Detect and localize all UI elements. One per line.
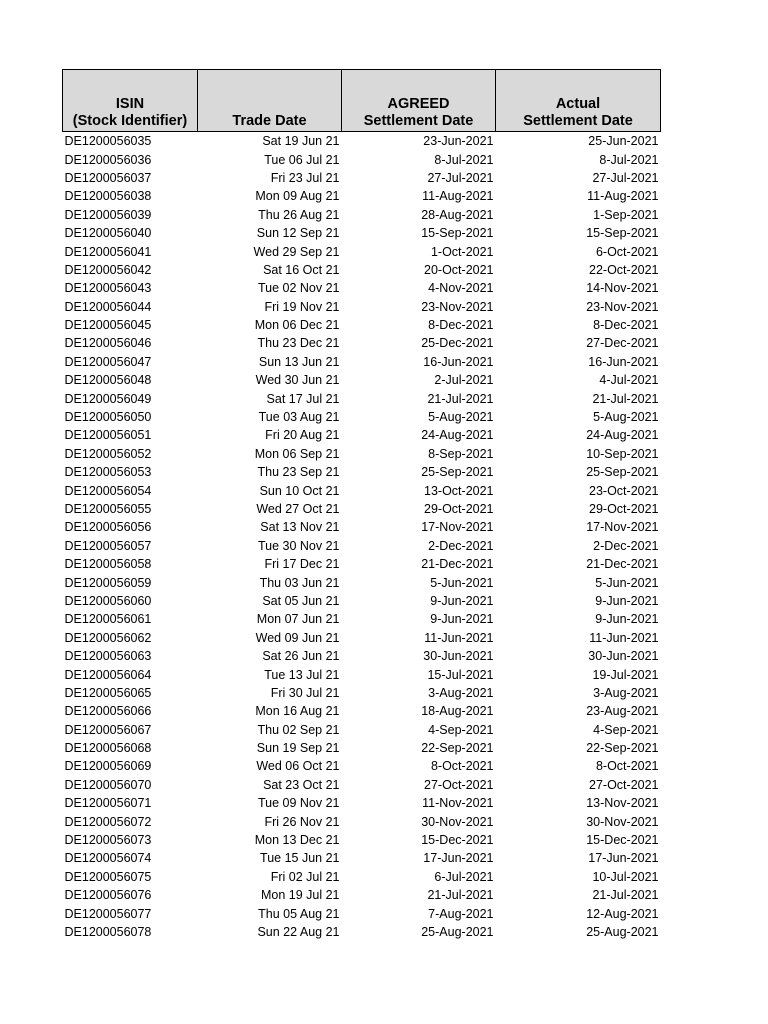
agreed-settlement-date-cell[interactable]: 8-Oct-2021 — [430, 759, 494, 774]
table-row — [63, 849, 661, 867]
settlement-table — [62, 69, 661, 941]
actual-settlement-date-cell[interactable]: 6-Oct-2021 — [595, 244, 659, 259]
agreed-settlement-date-cell[interactable]: 11-Nov-2021 — [422, 796, 494, 811]
agreed-settlement-date-cell[interactable]: 25-Aug-2021 — [421, 924, 494, 939]
actual-settlement-date-cell[interactable]: 10-Jul-2021 — [592, 869, 659, 884]
actual-settlement-date-cell[interactable]: 8-Oct-2021 — [595, 759, 659, 774]
agreed-settlement-date-cell[interactable]: 4-Nov-2021 — [428, 281, 494, 296]
trade-date-cell[interactable]: Mon 06 Sep 21 — [254, 446, 340, 461]
table-row — [63, 500, 661, 518]
actual-settlement-date-cell[interactable]: 10-Sep-2021 — [586, 446, 659, 461]
actual-settlement-date-cell[interactable]: 25-Sep-2021 — [586, 465, 659, 480]
actual-settlement-date-cell[interactable]: 16-Jun-2021 — [588, 354, 659, 369]
agreed-settlement-date-cell[interactable]: 27-Jul-2021 — [427, 170, 494, 185]
trade-date-cell[interactable]: Wed 09 Jun 21 — [255, 630, 340, 645]
settlement-sheet — [62, 69, 661, 941]
trade-date-cell[interactable]: Sun 22 Aug 21 — [257, 924, 340, 939]
actual-settlement-date-cell[interactable]: 21-Dec-2021 — [586, 557, 659, 572]
agreed-settlement-date-cell[interactable]: 15-Jul-2021 — [427, 667, 494, 682]
trade-date-cell[interactable]: Fri 30 Jul 21 — [270, 685, 340, 700]
agreed-settlement-date-cell[interactable]: 16-Jun-2021 — [423, 354, 494, 369]
actual-settlement-date-cell[interactable]: 29-Oct-2021 — [589, 502, 659, 516]
agreed-settlement-date-cell[interactable]: 30-Nov-2021 — [421, 814, 494, 829]
table-body — [63, 132, 661, 942]
actual-settlement-date-cell[interactable]: 2-Dec-2021 — [593, 538, 659, 553]
trade-date-cell[interactable]: Wed 29 Sep 21 — [253, 244, 340, 259]
isin-cell[interactable]: DE1200056075 — [64, 869, 152, 884]
agreed-settlement-date-cell[interactable]: 30-Jun-2021 — [423, 649, 494, 664]
trade-date-cell[interactable]: Fri 26 Nov 21 — [264, 814, 340, 829]
trade-date-cell[interactable]: Sun 12 Sep 21 — [256, 226, 340, 241]
agreed-settlement-date-cell[interactable]: 17-Jun-2021 — [423, 851, 494, 866]
agreed-settlement-date-cell[interactable]: 9-Jun-2021 — [430, 593, 494, 608]
isin-cell[interactable]: DE1200056052 — [64, 446, 152, 461]
actual-settlement-date-cell[interactable]: 4-Jul-2021 — [599, 373, 659, 388]
table-row — [63, 592, 661, 610]
table-row — [63, 334, 661, 352]
table-row — [63, 132, 661, 151]
isin-cell[interactable]: DE1200056053 — [64, 465, 152, 480]
trade-date-cell[interactable]: Thu 26 Aug 21 — [258, 207, 340, 222]
table-row — [63, 794, 661, 812]
isin-cell[interactable]: DE1200056048 — [64, 373, 152, 388]
trade-date-cell[interactable]: Sat 23 Oct 21 — [263, 777, 340, 792]
isin-cell[interactable]: DE1200056065 — [64, 685, 152, 700]
actual-settlement-date-cell[interactable]: 17-Nov-2021 — [586, 520, 659, 535]
trade-date-cell[interactable]: Thu 23 Dec 21 — [257, 336, 340, 351]
isin-cell[interactable]: DE1200056077 — [64, 906, 152, 921]
actual-settlement-date-cell[interactable]: 15-Sep-2021 — [586, 226, 659, 241]
table-row — [63, 481, 661, 499]
trade-date-cell[interactable]: Fri 17 Dec 21 — [264, 557, 340, 572]
agreed-settlement-date-cell[interactable]: 4-Sep-2021 — [428, 722, 494, 737]
actual-settlement-date-cell[interactable]: 3-Aug-2021 — [593, 685, 659, 700]
agreed-settlement-date-cell[interactable]: 8-Jul-2021 — [434, 152, 494, 167]
trade-date-cell[interactable]: Tue 03 Aug 21 — [258, 410, 340, 425]
agreed-settlement-date-cell[interactable]: 9-Jun-2021 — [430, 612, 494, 627]
isin-cell[interactable]: DE1200056071 — [64, 796, 152, 811]
actual-settlement-date-cell[interactable]: 30-Jun-2021 — [588, 649, 659, 664]
table-row — [63, 371, 661, 389]
trade-date-cell[interactable]: Fri 23 Jul 21 — [270, 170, 340, 185]
table-row — [63, 169, 661, 187]
actual-settlement-date-cell[interactable]: 27-Oct-2021 — [589, 777, 659, 792]
isin-cell[interactable]: DE1200056054 — [64, 483, 152, 498]
table-row — [63, 224, 661, 242]
table-row — [63, 298, 661, 316]
agreed-settlement-date-cell[interactable]: 25-Sep-2021 — [421, 465, 494, 480]
actual-settlement-date-cell[interactable]: 19-Jul-2021 — [592, 667, 659, 682]
header-trade-date-label: Trade Date — [232, 113, 307, 129]
isin-cell[interactable]: DE1200056062 — [64, 630, 152, 645]
table-row — [63, 721, 661, 739]
table-row — [63, 408, 661, 426]
table-row — [63, 757, 661, 775]
header-trade-date[interactable] — [198, 70, 342, 132]
actual-settlement-date-cell[interactable]: 21-Jul-2021 — [592, 391, 659, 406]
agreed-settlement-date-cell[interactable]: 13-Oct-2021 — [424, 483, 494, 498]
agreed-settlement-date-cell[interactable]: 29-Oct-2021 — [424, 502, 494, 516]
table-row — [63, 279, 661, 297]
trade-date-cell[interactable]: Tue 13 Jul 21 — [264, 667, 340, 682]
agreed-settlement-date-cell[interactable]: 6-Jul-2021 — [434, 869, 494, 884]
agreed-settlement-date-cell[interactable]: 1-Oct-2021 — [430, 244, 494, 259]
table-row — [63, 702, 661, 720]
actual-settlement-date-cell[interactable]: 4-Sep-2021 — [593, 722, 659, 737]
actual-settlement-date-cell[interactable]: 13-Nov-2021 — [586, 796, 659, 811]
table-row — [63, 187, 661, 205]
agreed-settlement-date-cell[interactable]: 24-Aug-2021 — [421, 428, 494, 443]
isin-cell[interactable]: DE1200056035 — [64, 134, 152, 149]
agreed-settlement-date-cell[interactable]: 5-Aug-2021 — [428, 410, 494, 425]
table-row — [63, 463, 661, 481]
actual-settlement-date-cell[interactable]: 23-Aug-2021 — [586, 704, 659, 719]
isin-cell[interactable]: DE1200056043 — [64, 281, 152, 296]
table-row — [63, 812, 661, 830]
agreed-settlement-date-cell[interactable]: 3-Aug-2021 — [428, 685, 494, 700]
table-row — [63, 555, 661, 573]
agreed-settlement-date-cell[interactable]: 2-Jul-2021 — [434, 373, 494, 388]
isin-cell[interactable]: DE1200056049 — [64, 391, 152, 406]
actual-settlement-date-cell[interactable]: 25-Aug-2021 — [586, 924, 659, 939]
isin-cell[interactable]: DE1200056055 — [64, 502, 152, 516]
isin-cell[interactable]: DE1200056063 — [64, 649, 152, 664]
isin-cell[interactable]: DE1200056058 — [64, 557, 152, 572]
isin-cell[interactable]: DE1200056039 — [64, 207, 152, 222]
actual-settlement-date-cell[interactable]: 5-Jun-2021 — [595, 575, 659, 590]
isin-cell[interactable]: DE1200056061 — [64, 612, 152, 627]
table-row — [63, 923, 661, 941]
header-actual-line2: Settlement Date — [523, 113, 633, 129]
header-actual-settlement-date[interactable] — [496, 70, 661, 132]
actual-settlement-date-cell[interactable]: 23-Oct-2021 — [589, 483, 659, 498]
agreed-settlement-date-cell[interactable]: 23-Jun-2021 — [423, 134, 494, 149]
trade-date-cell[interactable]: Mon 09 Aug 21 — [255, 189, 340, 204]
isin-cell[interactable]: DE1200056045 — [64, 318, 152, 333]
actual-settlement-date-cell[interactable]: 11-Jun-2021 — [589, 630, 659, 645]
table-row — [63, 904, 661, 922]
actual-settlement-date-cell[interactable]: 27-Jul-2021 — [592, 170, 659, 185]
trade-date-cell[interactable]: Sun 10 Oct 21 — [259, 483, 340, 498]
table-row — [63, 831, 661, 849]
actual-settlement-date-cell[interactable]: 30-Nov-2021 — [586, 814, 659, 829]
isin-cell[interactable]: DE1200056037 — [64, 170, 152, 185]
trade-date-cell[interactable]: Mon 13 Dec 21 — [254, 833, 340, 848]
table-row — [63, 518, 661, 536]
actual-settlement-date-cell[interactable]: 5-Aug-2021 — [593, 410, 659, 425]
table-row — [63, 868, 661, 886]
actual-settlement-date-cell[interactable]: 14-Nov-2021 — [586, 281, 659, 296]
trade-date-cell[interactable]: Fri 19 Nov 21 — [264, 299, 340, 314]
trade-date-cell[interactable]: Wed 06 Oct 21 — [256, 759, 340, 774]
trade-date-cell[interactable]: Thu 23 Sep 21 — [257, 465, 340, 480]
agreed-settlement-date-cell[interactable]: 21-Jul-2021 — [427, 888, 494, 903]
isin-cell[interactable]: DE1200056076 — [64, 888, 152, 903]
isin-cell[interactable]: DE1200056069 — [64, 759, 152, 774]
isin-cell[interactable]: DE1200056070 — [64, 777, 152, 792]
table-row — [63, 776, 661, 794]
trade-date-cell[interactable]: Tue 02 Nov 21 — [257, 281, 340, 296]
agreed-settlement-date-cell[interactable]: 8-Dec-2021 — [428, 318, 494, 333]
actual-settlement-date-cell[interactable]: 11-Aug-2021 — [587, 189, 659, 204]
table-row — [63, 573, 661, 591]
trade-date-cell[interactable]: Sat 13 Nov 21 — [260, 520, 340, 535]
table-row — [63, 739, 661, 757]
actual-settlement-date-cell[interactable]: 9-Jun-2021 — [595, 593, 659, 608]
trade-date-cell[interactable]: Mon 16 Aug 21 — [255, 704, 340, 719]
isin-cell[interactable]: DE1200056038 — [64, 189, 152, 204]
trade-date-cell[interactable]: Tue 30 Nov 21 — [257, 538, 340, 553]
isin-cell[interactable]: DE1200056042 — [64, 262, 152, 277]
isin-cell[interactable]: DE1200056057 — [64, 538, 152, 553]
trade-date-cell[interactable]: Sun 19 Sep 21 — [256, 741, 340, 756]
trade-date-cell[interactable]: Fri 20 Aug 21 — [265, 428, 340, 443]
isin-cell[interactable]: DE1200056078 — [64, 924, 152, 939]
table-row — [63, 206, 661, 224]
isin-cell[interactable]: DE1200056040 — [64, 226, 152, 241]
agreed-settlement-date-cell[interactable]: 11-Jun-2021 — [424, 630, 494, 645]
actual-settlement-date-cell[interactable]: 21-Jul-2021 — [592, 888, 659, 903]
isin-cell[interactable]: DE1200056047 — [64, 354, 152, 369]
trade-date-cell[interactable]: Sun 13 Jun 21 — [258, 354, 340, 369]
agreed-settlement-date-cell[interactable]: 5-Jun-2021 — [430, 575, 494, 590]
actual-settlement-date-cell[interactable]: 22-Sep-2021 — [586, 741, 659, 756]
table-row — [63, 261, 661, 279]
trade-date-cell[interactable]: Sat 26 Jun 21 — [262, 649, 340, 664]
trade-date-cell[interactable]: Sat 19 Jun 21 — [262, 134, 340, 149]
agreed-settlement-date-cell[interactable]: 11-Aug-2021 — [422, 189, 494, 204]
actual-settlement-date-cell[interactable]: 25-Jun-2021 — [588, 134, 659, 149]
trade-date-cell[interactable]: Wed 30 Jun 21 — [255, 373, 340, 388]
table-row — [63, 537, 661, 555]
actual-settlement-date-cell[interactable]: 15-Dec-2021 — [586, 833, 659, 848]
table-row — [63, 610, 661, 628]
table-row — [63, 426, 661, 444]
trade-date-cell[interactable]: Wed 27 Oct 21 — [256, 502, 340, 516]
actual-settlement-date-cell[interactable]: 23-Nov-2021 — [586, 299, 659, 314]
isin-cell[interactable]: DE1200056073 — [64, 833, 152, 848]
trade-date-cell[interactable]: Mon 07 Jun 21 — [256, 612, 340, 627]
actual-settlement-date-cell[interactable]: 24-Aug-2021 — [586, 428, 659, 443]
header-actual-line1: Actual — [555, 96, 601, 112]
table-row — [63, 316, 661, 334]
actual-settlement-date-cell[interactable]: 1-Sep-2021 — [593, 207, 659, 222]
isin-cell[interactable]: DE1200056050 — [64, 410, 152, 425]
agreed-settlement-date-cell[interactable]: 2-Dec-2021 — [428, 538, 494, 553]
table-row — [63, 629, 661, 647]
trade-date-cell[interactable]: Sat 17 Jul 21 — [266, 391, 340, 406]
actual-settlement-date-cell[interactable]: 22-Oct-2021 — [589, 262, 659, 277]
table-row — [63, 647, 661, 665]
agreed-settlement-date-cell[interactable]: 23-Nov-2021 — [421, 299, 494, 314]
actual-settlement-date-cell[interactable]: 9-Jun-2021 — [595, 612, 659, 627]
isin-cell[interactable]: DE1200056068 — [64, 741, 152, 756]
trade-date-cell[interactable]: Fri 02 Jul 21 — [270, 869, 340, 884]
isin-cell[interactable]: DE1200056067 — [64, 722, 152, 737]
actual-settlement-date-cell[interactable]: 17-Jun-2021 — [588, 851, 659, 866]
agreed-settlement-date-cell[interactable]: 8-Sep-2021 — [428, 446, 494, 461]
trade-date-cell[interactable]: Thu 03 Jun 21 — [259, 575, 340, 590]
isin-cell[interactable]: DE1200056064 — [64, 667, 152, 682]
actual-settlement-date-cell[interactable]: 12-Aug-2021 — [586, 906, 659, 921]
agreed-settlement-date-cell[interactable]: 25-Dec-2021 — [421, 336, 494, 351]
table-row — [63, 445, 661, 463]
trade-date-cell[interactable]: Sat 05 Jun 21 — [262, 593, 340, 608]
table-row — [63, 665, 661, 683]
actual-settlement-date-cell[interactable]: 8-Jul-2021 — [599, 152, 659, 167]
agreed-settlement-date-cell[interactable]: 21-Jul-2021 — [427, 391, 494, 406]
trade-date-cell[interactable]: Tue 15 Jun 21 — [260, 851, 340, 866]
header-agreed-line2: Settlement Date — [363, 113, 474, 129]
trade-date-cell[interactable]: Mon 19 Jul 21 — [260, 888, 340, 903]
table-row — [63, 353, 661, 371]
isin-cell[interactable]: DE1200056056 — [64, 520, 152, 535]
table-row — [63, 150, 661, 168]
isin-cell[interactable]: DE1200056051 — [64, 428, 152, 443]
agreed-settlement-date-cell[interactable]: 18-Aug-2021 — [421, 704, 494, 719]
isin-cell[interactable]: DE1200056072 — [64, 814, 152, 829]
isin-cell[interactable]: DE1200056046 — [64, 336, 152, 351]
actual-settlement-date-cell[interactable]: 27-Dec-2021 — [586, 336, 659, 351]
isin-cell[interactable]: DE1200056044 — [64, 299, 152, 314]
trade-date-cell[interactable]: Tue 09 Nov 21 — [257, 796, 340, 811]
isin-cell[interactable]: DE1200056074 — [64, 851, 152, 866]
trade-date-cell[interactable]: Mon 06 Dec 21 — [254, 318, 340, 333]
table-row — [63, 389, 661, 407]
header-row — [63, 70, 661, 132]
trade-date-cell[interactable]: Sat 16 Oct 21 — [263, 262, 340, 277]
agreed-settlement-date-cell[interactable]: 17-Nov-2021 — [421, 520, 494, 535]
agreed-settlement-date-cell[interactable]: 7-Aug-2021 — [428, 906, 494, 921]
actual-settlement-date-cell[interactable]: 8-Dec-2021 — [593, 318, 659, 333]
agreed-settlement-date-cell[interactable]: 28-Aug-2021 — [421, 207, 494, 222]
isin-cell[interactable]: DE1200056059 — [64, 575, 152, 590]
agreed-settlement-date-cell[interactable]: 22-Sep-2021 — [421, 741, 494, 756]
agreed-settlement-date-cell[interactable]: 21-Dec-2021 — [421, 557, 494, 572]
header-isin-line2: (Stock Identifier) — [72, 113, 188, 129]
agreed-settlement-date-cell[interactable]: 15-Dec-2021 — [421, 833, 494, 848]
isin-cell[interactable]: DE1200056036 — [64, 152, 152, 167]
trade-date-cell[interactable]: Tue 06 Jul 21 — [264, 152, 340, 167]
agreed-settlement-date-cell[interactable]: 15-Sep-2021 — [421, 226, 494, 241]
trade-date-cell[interactable]: Thu 05 Aug 21 — [258, 906, 340, 921]
table-row — [63, 684, 661, 702]
isin-cell[interactable]: DE1200056066 — [64, 704, 152, 719]
agreed-settlement-date-cell[interactable]: 27-Oct-2021 — [424, 777, 494, 792]
trade-date-cell[interactable]: Thu 02 Sep 21 — [257, 722, 340, 737]
isin-cell[interactable]: DE1200056041 — [64, 244, 152, 259]
table-row — [63, 886, 661, 904]
agreed-settlement-date-cell[interactable]: 20-Oct-2021 — [424, 262, 494, 277]
header-isin[interactable] — [63, 70, 198, 132]
header-agreed-line1: AGREED — [387, 96, 450, 112]
isin-cell[interactable]: DE1200056060 — [64, 593, 152, 608]
header-agreed-settlement-date[interactable] — [342, 70, 496, 132]
table-row — [63, 242, 661, 260]
header-isin-line1: ISIN — [115, 96, 145, 112]
